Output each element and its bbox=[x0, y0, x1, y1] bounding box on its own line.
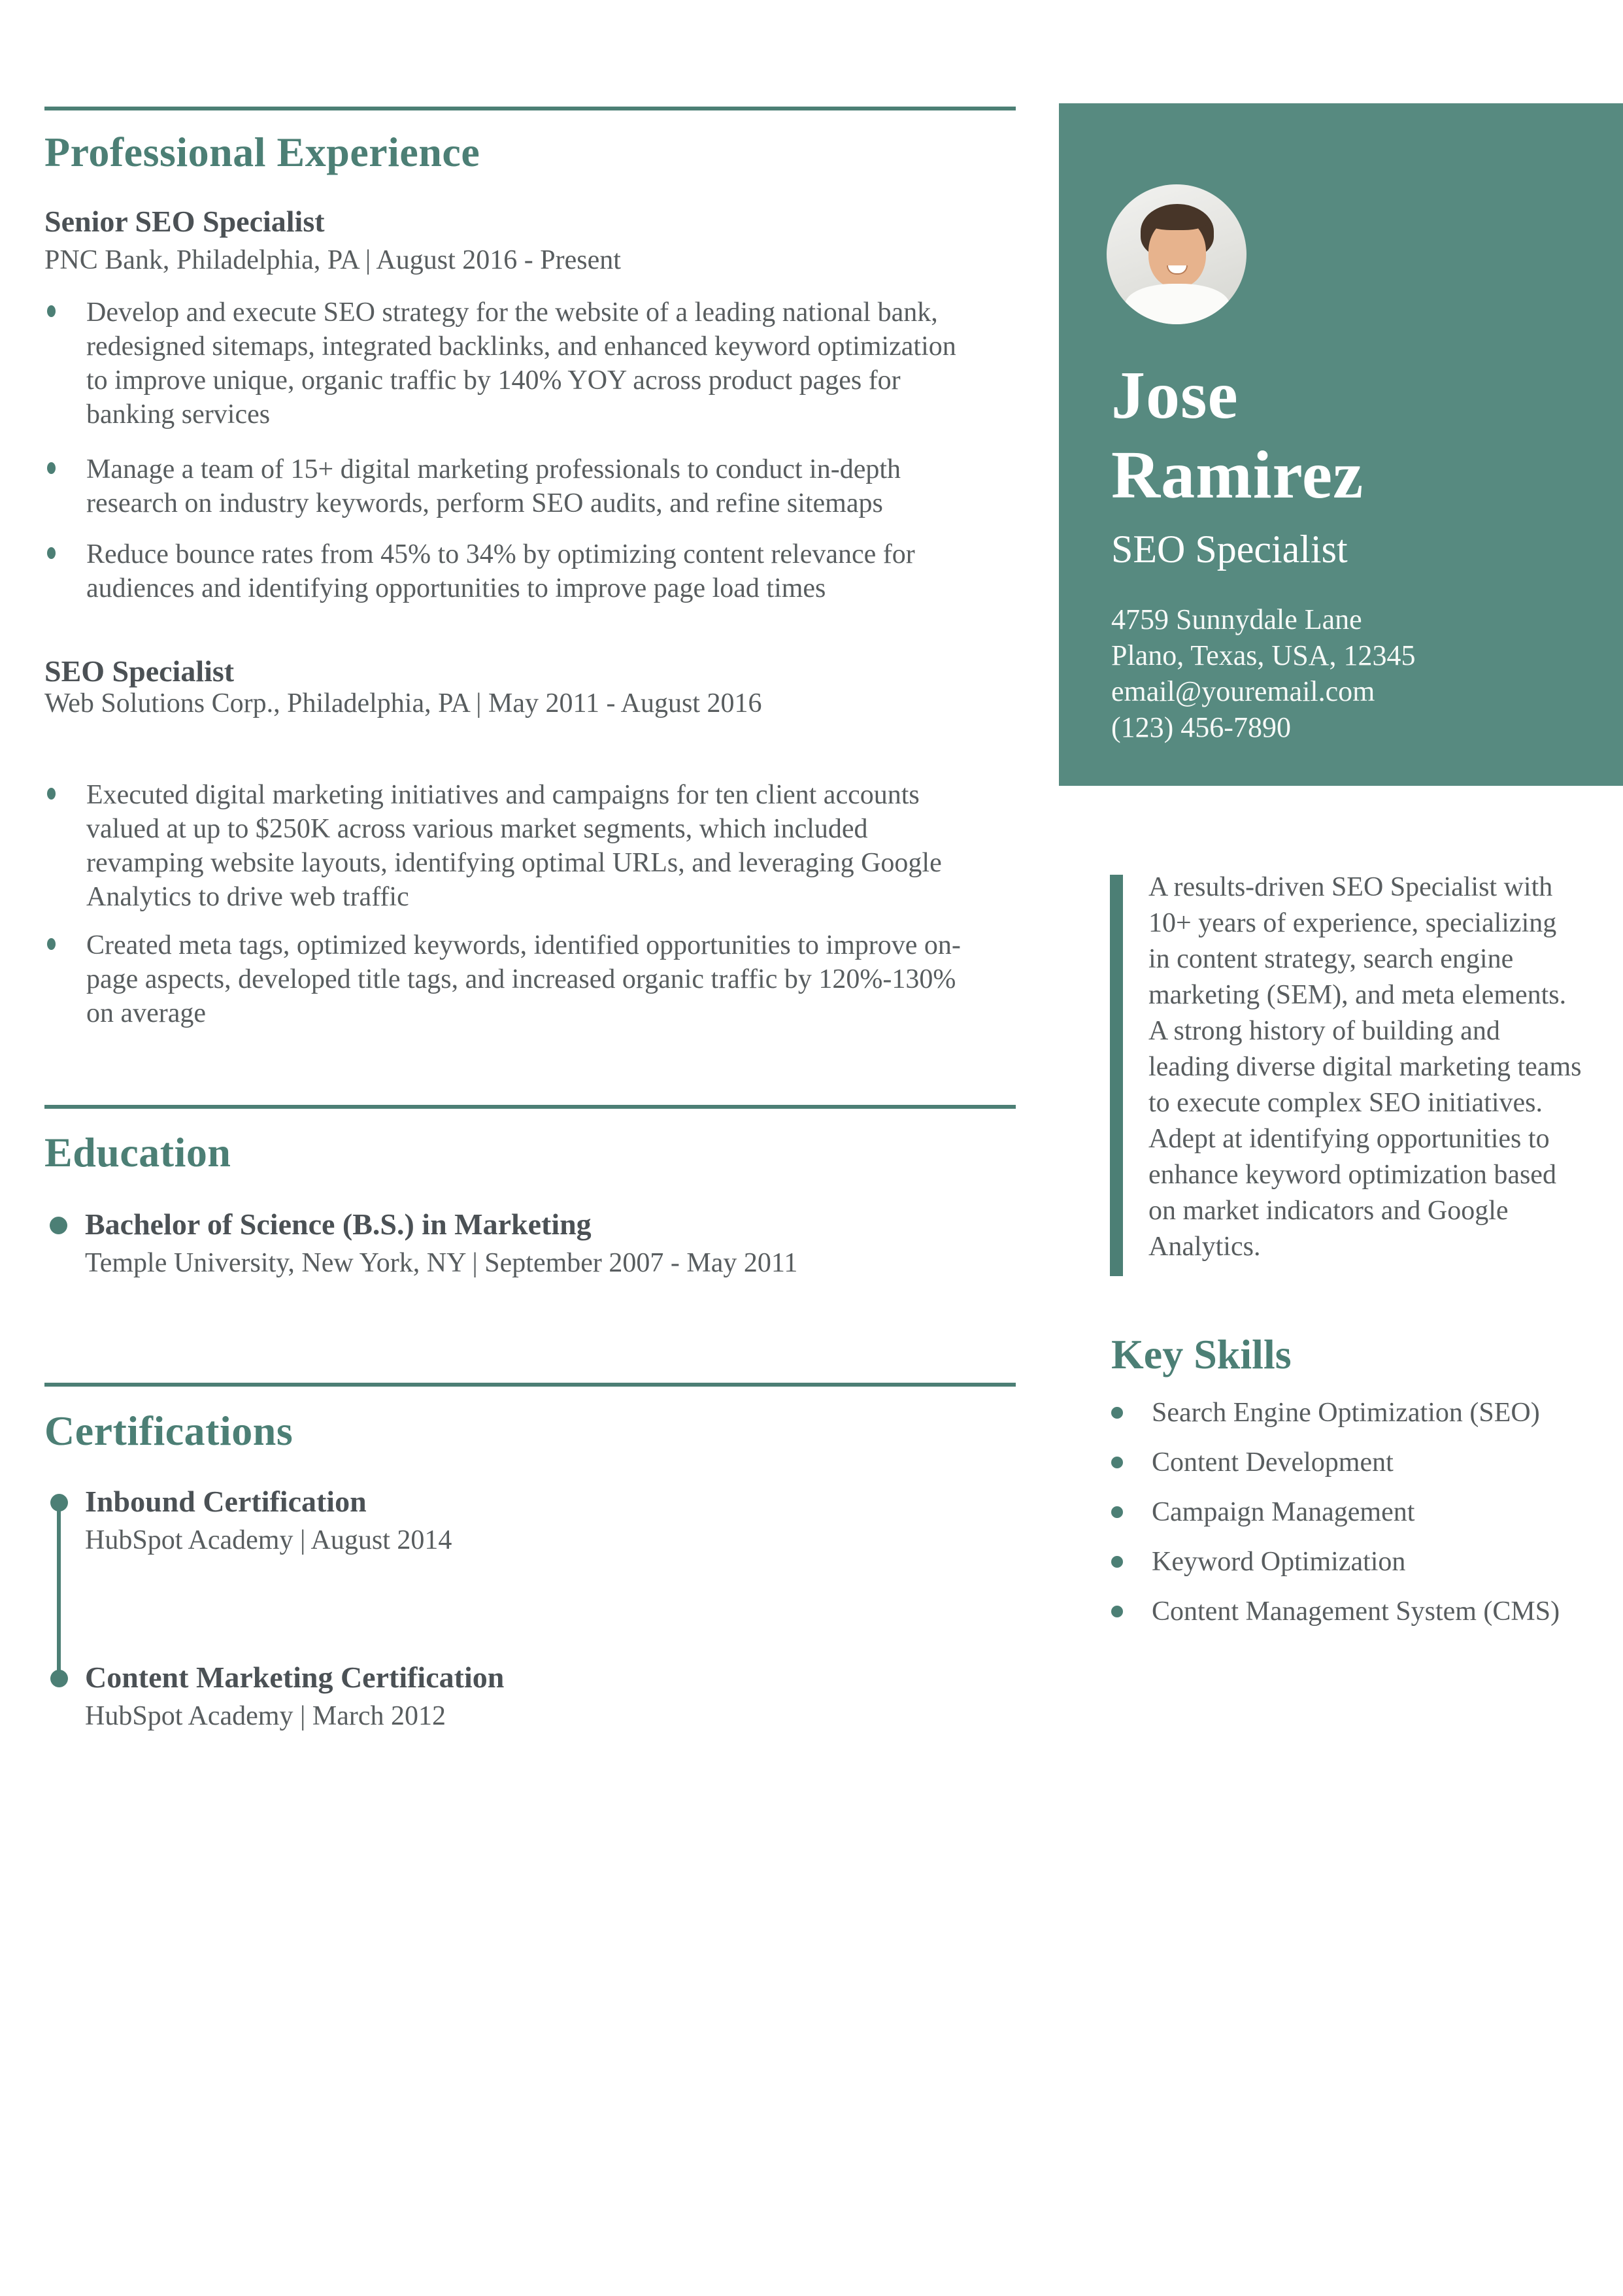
experience-bullet bbox=[44, 537, 979, 605]
photo-fringe-shape bbox=[1146, 208, 1209, 230]
bullet-text: Develop and execute SEO strategy for the website of a leading national bank, redesigned sitemaps, integrated backlinks, and enhanced keyword optimization to improve unique, organic traffic by 140% YOY across product pages for banking services bbox=[86, 297, 956, 430]
contact-address-line1: 4759 Sunnydale Lane bbox=[1111, 603, 1362, 635]
job-meta: Web Solutions Corp., Philadelphia, PA | May 2011 - August 2016 bbox=[44, 688, 762, 718]
skill-item bbox=[1111, 1399, 1608, 1427]
person-job-title: SEO Specialist bbox=[1111, 528, 1348, 571]
degree-meta: Temple University, New York, NY | September 2007 - May 2011 bbox=[85, 1248, 798, 1278]
key-skills-list bbox=[1111, 1399, 1608, 1647]
education-section-heading: Education bbox=[44, 1129, 231, 1175]
degree-title: Bachelor of Science (B.S.) in Marketing bbox=[85, 1207, 592, 1241]
certification-meta: HubSpot Academy | August 2014 bbox=[85, 1525, 452, 1555]
job-title: SEO Specialist bbox=[44, 654, 235, 688]
experience-bullet bbox=[44, 452, 979, 520]
bullet-dot-icon bbox=[47, 305, 56, 317]
skill-label: Search Engine Optimization (SEO) bbox=[1152, 1398, 1540, 1428]
bullet-dot-icon bbox=[1111, 1506, 1123, 1518]
skill-item bbox=[1111, 1498, 1608, 1527]
bullet-dot-icon bbox=[1111, 1606, 1123, 1617]
experience-bullet bbox=[44, 295, 979, 431]
sidebar-panel bbox=[1059, 103, 1623, 786]
experience-bullet bbox=[44, 778, 979, 914]
certifications-section-heading: Certifications bbox=[44, 1408, 293, 1454]
job-meta: PNC Bank, Philadelphia, PA | August 2016 - Present bbox=[44, 245, 621, 275]
professional-summary: A results-driven SEO Specialist with 10+ years of experience, specializing in content strategy, search engine marketing (SEM), and meta elements. A strong history of building and leading diverse digital marketing teams to execute complex SEO initiatives. Adept at identifying opportunities to enhance keyword optimization based on market indicators and Google Analytics. bbox=[1148, 872, 1582, 1262]
bullet-dot-icon bbox=[47, 788, 56, 800]
photo-shirt-shape bbox=[1125, 284, 1230, 324]
certification-title: Inbound Certification bbox=[85, 1485, 367, 1518]
certification-title: Content Marketing Certification bbox=[85, 1661, 505, 1694]
bullet-dot-icon bbox=[1111, 1457, 1123, 1468]
bullet-dot-icon bbox=[47, 462, 56, 474]
contact-email: email@youremail.com bbox=[1111, 675, 1375, 707]
person-last-name: Ramirez bbox=[1111, 437, 1364, 513]
bullet-text: Reduce bounce rates from 45% to 34% by optimizing content relevance for audiences and identifying opportunities to improve page load times bbox=[86, 539, 915, 603]
profile-photo bbox=[1107, 184, 1247, 324]
bullet-text: Manage a team of 15+ digital marketing professionals to conduct in-depth research on industry keywords, perform SEO audits, and refine sitemaps bbox=[86, 454, 901, 518]
section-divider bbox=[44, 1105, 1016, 1109]
bullet-text: Created meta tags, optimized keywords, identified opportunities to improve on-page aspects, developed title tags, and increased organic traffic by 120%-130% on average bbox=[86, 930, 961, 1028]
key-skills-heading: Key Skills bbox=[1111, 1331, 1292, 1377]
skill-label: Content Development bbox=[1152, 1447, 1394, 1477]
person-first-name: Jose bbox=[1111, 358, 1239, 433]
bullet-dot-icon bbox=[47, 938, 56, 950]
bullet-text: Executed digital marketing initiatives and campaigns for ten client accounts valued at up to $250K across various market segments, which included revamping website layouts, identifying optimal URLs, and leveraging Google Analytics to drive web traffic bbox=[86, 780, 942, 912]
skill-label: Content Management System (CMS) bbox=[1152, 1596, 1560, 1627]
section-divider bbox=[44, 1383, 1016, 1387]
skill-item bbox=[1111, 1449, 1608, 1477]
skill-label: Keyword Optimization bbox=[1152, 1547, 1406, 1577]
experience-section-heading: Professional Experience bbox=[44, 129, 480, 175]
section-divider bbox=[44, 107, 1016, 110]
bullet-dot-icon bbox=[1111, 1556, 1123, 1568]
experience-bullet bbox=[44, 928, 979, 1030]
certification-bullet-icon bbox=[50, 1670, 68, 1687]
timeline-connector-line bbox=[57, 1510, 61, 1680]
bullet-dot-icon bbox=[47, 547, 56, 559]
education-bullet-icon bbox=[50, 1217, 67, 1234]
job-title: Senior SEO Specialist bbox=[44, 205, 325, 238]
skill-item bbox=[1111, 1548, 1608, 1576]
contact-address-line2: Plano, Texas, USA, 12345 bbox=[1111, 639, 1416, 671]
bullet-dot-icon bbox=[1111, 1407, 1123, 1419]
certification-meta: HubSpot Academy | March 2012 bbox=[85, 1701, 446, 1731]
person-name bbox=[1111, 356, 1364, 515]
summary-accent-bar bbox=[1110, 875, 1123, 1276]
contact-phone: (123) 456-7890 bbox=[1111, 711, 1291, 743]
skill-item bbox=[1111, 1598, 1608, 1626]
contact-block bbox=[1111, 601, 1415, 745]
skill-label: Campaign Management bbox=[1152, 1497, 1415, 1527]
certification-bullet-icon bbox=[50, 1494, 68, 1511]
